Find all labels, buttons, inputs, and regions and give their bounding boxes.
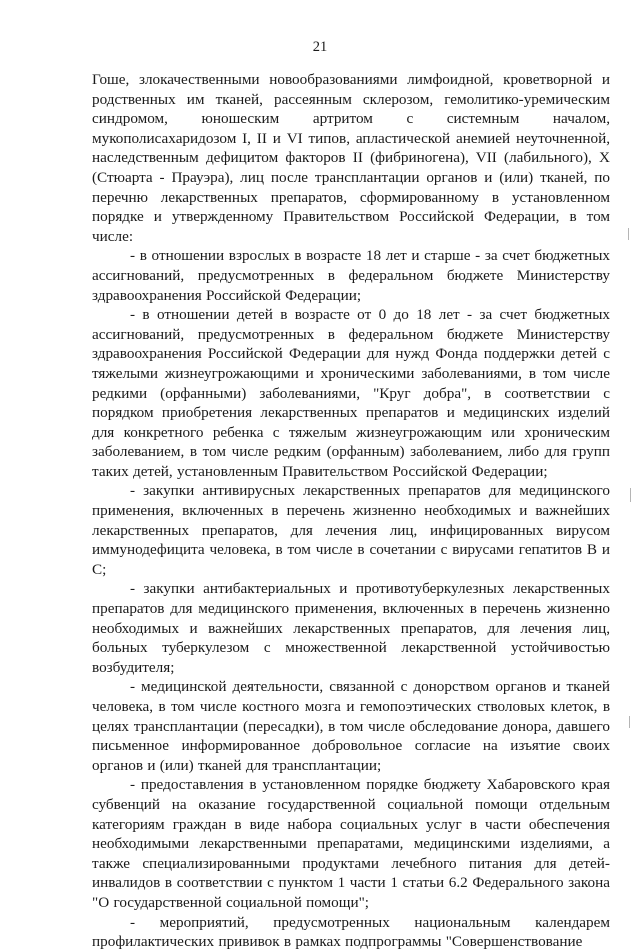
paragraph-adults: - в отношении взрослых в возрасте 18 лет и старше - за счет бюджетных ассигнований, предусмотренных в федеральном бюджете Министерству здравоохранения Российской Федерации; xyxy=(92,247,610,304)
paragraph-antibacterial: - закупки антибактериальных и противотуберкулезных лекарственных препаратов для медицинского применения, включенных в перечень жизненно необходимых и важнейших лекарственных препаратов, для лечения лиц, больных туберкулезом с множественной лекарственной устойчивостью возбудителя; xyxy=(92,580,610,676)
paragraph-antiviral: - закупки антивирусных лекарственных препаратов для медицинского применения, включенных в перечень жизненно необходимых и важнейших лекарственных препаратов, для лечения лиц, инфицированных вирусом иммунодефицита человека, в том числе в сочетании с вирусами гепатитов В и С; xyxy=(92,482,610,578)
paragraph-donation: - медицинской деятельности, связанной с донорством органов и тканей человека, в том числе костного мозга и гемопоэтических стволовых клеток, в целях трансплантации (пересадки), в том числе обследование донора, давшего письменное информированное добровольное согласие на изъятие своих органов и (или) тканей для трансплантации; xyxy=(92,678,610,774)
scan-margin-mark xyxy=(630,488,631,502)
scan-margin-mark xyxy=(628,228,629,240)
paragraph-subventions: - предоставления в установленном порядке бюджету Хабаровского края субвенций на оказание государственной социальной помощи отдельным категориям граждан в виде набора социальных услуг в части обеспечения необходимыми лекарственными препаратами, медицинскими изделиями, а также специализированными продуктами лечебного питания для детей-инвалидов в соответствии с пунктом 1 части 1 статьи 6.2 Федерального закона "О государственной социальной помощи"; xyxy=(92,776,610,911)
paragraph-continuation: Гоше, злокачественными новообразованиями лимфоидной, кроветворной и родственных им тканей, рассеянным склерозом, гемолитико-уремическим синдромом, юношеским артритом с системным началом, мукополисахаридозом I, II и VI типов, апластической анемией неуточненной, наследственным дефицитом факторов II (фибриногена), VII (лабильного), X (Стюарта - Прауэра), лиц после трансплантации органов и (или) тканей, по перечню лекарственных препаратов, сформированному в установленном порядке и утвержденному Правительством Российской Федерации, в том числе: xyxy=(92,71,610,245)
paragraph-vaccination: - мероприятий, предусмотренных национальным календарем профилактических прививок в рамках подпрограммы "Совершенствование xyxy=(92,913,610,951)
scan-margin-mark xyxy=(629,716,630,728)
document-body xyxy=(92,70,610,952)
page-number: 21 xyxy=(312,39,328,55)
paragraph-children: - в отношении детей в возрасте от 0 до 18 лет - за счет бюджетных ассигнований, предусмотренных в федеральном бюджете Министерству здравоохранения Российской Федерации для нужд Фонда поддержки детей с тяжелыми жизнеугрожающими и хроническими заболеваниями, в том числе редкими (орфанными) заболеваниями, "Круг добра", в соответствии с порядком приобретения лекарственных препаратов и медицинских изделий для конкретного ребенка с тяжелым жизнеугрожающим или хроническим заболеванием, в том числе редким (орфанным) заболеванием, либо для групп таких детей, установленным Правительством Российской Федерации; xyxy=(92,306,610,480)
